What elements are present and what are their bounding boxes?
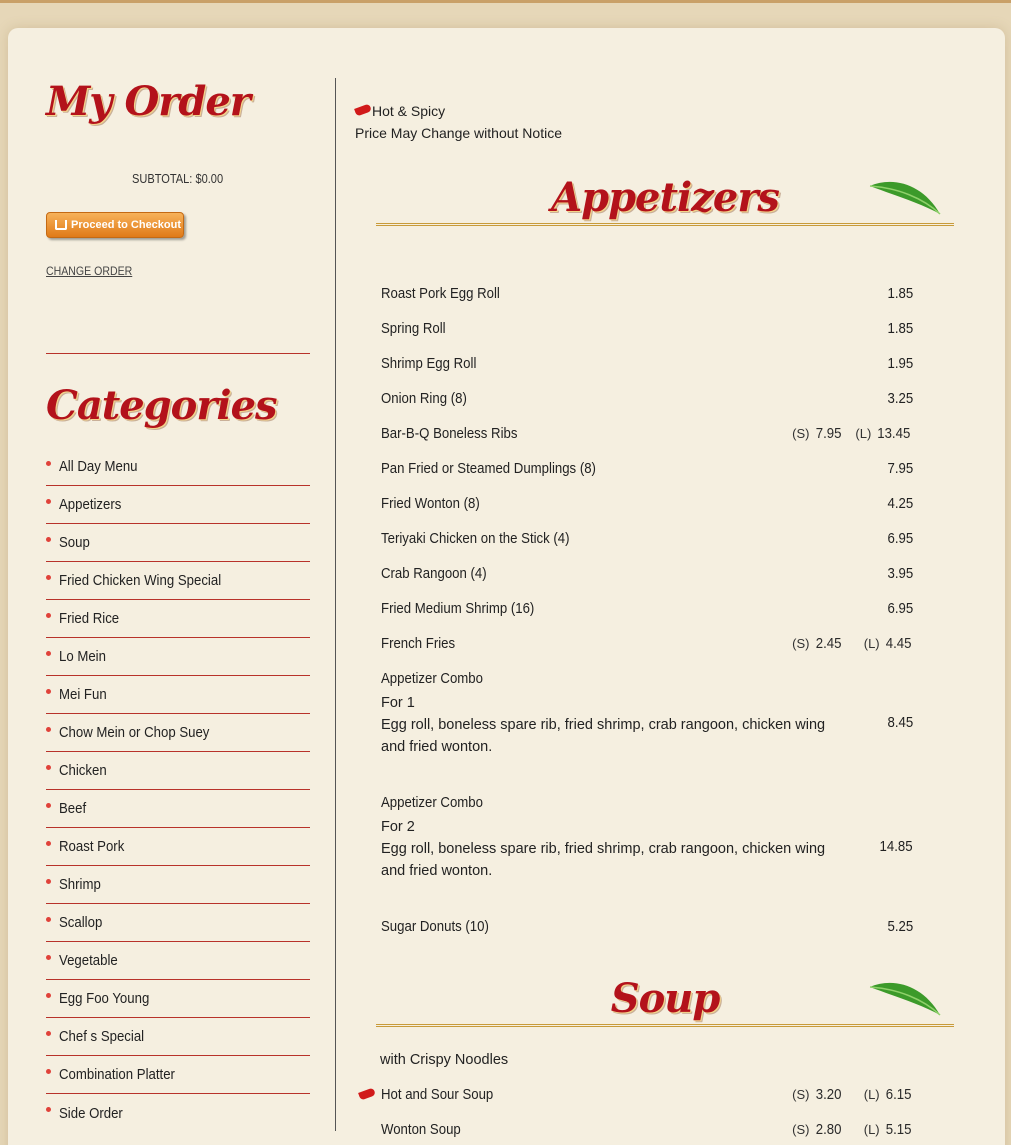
menu-item-combo[interactable]: Appetizer Combo For 1 Egg roll, boneless spare rib, fried shrimp, crab rangoon, chicken wing and fried wonton. 8.45 xyxy=(381,670,913,755)
category-item[interactable]: Combination Platter xyxy=(46,1056,310,1094)
bullet-icon xyxy=(46,613,51,618)
category-item[interactable]: Chicken xyxy=(46,752,310,790)
menu-item[interactable]: Roast Pork Egg Roll 1.85 xyxy=(381,285,913,302)
cart-icon xyxy=(55,220,67,230)
hot-spicy-legend: Hot & Spicy xyxy=(372,103,446,119)
sidebar-divider xyxy=(46,353,310,354)
soup-title: Soup xyxy=(610,975,720,1022)
categories-title: Categories xyxy=(46,382,277,429)
category-item[interactable]: Side Order xyxy=(46,1094,310,1132)
category-item[interactable]: Lo Mein xyxy=(46,638,310,676)
bullet-icon xyxy=(46,841,51,846)
category-item[interactable]: Roast Pork xyxy=(46,828,310,866)
category-item[interactable]: Egg Foo Young xyxy=(46,980,310,1018)
my-order-title: My Order xyxy=(46,78,250,125)
bullet-icon xyxy=(46,1031,51,1036)
size-prices: (S) 2.80 (L) 5.15 xyxy=(792,1121,912,1138)
size-prices: (S) 3.20 (L) 6.15 xyxy=(792,1086,912,1103)
soup-subtitle: with Crispy Noodles xyxy=(380,1052,509,1068)
menu-item[interactable]: Crab Rangoon (4) 3.95 xyxy=(381,565,913,582)
bullet-icon xyxy=(46,993,51,998)
checkout-label: Proceed to Checkout xyxy=(71,219,182,231)
bullet-icon xyxy=(46,727,51,732)
menu-item[interactable]: Fried Medium Shrimp (16) 6.95 xyxy=(381,600,913,617)
change-order-link[interactable]: CHANGE ORDER xyxy=(46,264,133,278)
bullet-icon xyxy=(46,575,51,580)
price-notice: Price May Change without Notice xyxy=(355,125,562,141)
leaf-icon xyxy=(868,176,948,216)
menu-item[interactable]: Wonton Soup (S) 2.80 (L) 5.15 xyxy=(381,1121,912,1138)
menu-item[interactable]: Bar-B-Q Boneless Ribs (S) 7.95 (L) 13.45 xyxy=(381,417,913,452)
menu-item[interactable]: French Fries (S) 2.45 (L) 4.45 xyxy=(381,635,912,652)
menu-item-combo[interactable]: Appetizer Combo For 2 Egg roll, boneless spare rib, fried shrimp, crab rangoon, chicken wing and fried wonton. 14.85 xyxy=(381,794,913,879)
category-item[interactable]: Mei Fun xyxy=(46,676,310,714)
top-border xyxy=(0,0,1011,3)
size-prices: (S) 2.45 (L) 4.45 xyxy=(792,635,912,652)
bullet-icon xyxy=(46,955,51,960)
appetizers-title: Appetizers xyxy=(551,174,779,221)
menu-item[interactable]: Spring Roll 1.85 xyxy=(381,320,913,337)
menu-item[interactable]: Pan Fried or Steamed Dumplings (8) 7.95 xyxy=(381,460,913,477)
bullet-icon xyxy=(46,1107,51,1112)
category-item[interactable]: Fried Chicken Wing Special xyxy=(46,562,310,600)
bullet-icon xyxy=(46,765,51,770)
soup-header xyxy=(376,975,954,1027)
bullet-icon xyxy=(46,917,51,922)
category-item[interactable]: Soup xyxy=(46,524,310,562)
menu-item[interactable]: Sugar Donuts (10) 5.25 xyxy=(381,918,913,935)
category-list xyxy=(46,448,310,1132)
section-rule xyxy=(376,1024,954,1027)
pepper-icon xyxy=(354,104,372,117)
category-item[interactable]: Shrimp xyxy=(46,866,310,904)
menu-item[interactable]: Onion Ring (8) 3.25 xyxy=(381,390,913,407)
bullet-icon xyxy=(46,879,51,884)
category-item[interactable]: Appetizers xyxy=(46,486,310,524)
section-rule xyxy=(376,223,954,226)
bullet-icon xyxy=(46,499,51,504)
bullet-icon xyxy=(46,651,51,656)
bullet-icon xyxy=(46,537,51,542)
category-item[interactable]: Beef xyxy=(46,790,310,828)
bullet-icon xyxy=(46,1069,51,1074)
leaf-icon xyxy=(868,977,948,1017)
menu-item[interactable]: Hot and Sour Soup (S) 3.20 (L) 6.15 xyxy=(381,1078,913,1113)
menu-item[interactable]: Teriyaki Chicken on the Stick (4) 6.95 xyxy=(381,530,913,547)
subtotal-text: SUBTOTAL: $0.00 xyxy=(132,171,224,186)
menu-item[interactable]: Fried Wonton (8) 4.25 xyxy=(381,495,913,512)
appetizers-header xyxy=(376,174,954,226)
category-item[interactable]: All Day Menu xyxy=(46,448,310,486)
size-prices: (S) 7.95 (L) 13.45 xyxy=(792,425,911,442)
bullet-icon xyxy=(46,689,51,694)
category-item[interactable]: Chow Mein or Chop Suey xyxy=(46,714,310,752)
column-divider xyxy=(335,78,336,1131)
bullet-icon xyxy=(46,803,51,808)
proceed-to-checkout-button[interactable] xyxy=(46,212,184,238)
category-item[interactable]: Fried Rice xyxy=(46,600,310,638)
menu-item[interactable]: Shrimp Egg Roll 1.95 xyxy=(381,355,913,372)
category-item[interactable]: Scallop xyxy=(46,904,310,942)
menu-notes xyxy=(355,102,562,146)
category-item[interactable]: Vegetable xyxy=(46,942,310,980)
category-item[interactable]: Chef s Special xyxy=(46,1018,310,1056)
bullet-icon xyxy=(46,461,51,466)
